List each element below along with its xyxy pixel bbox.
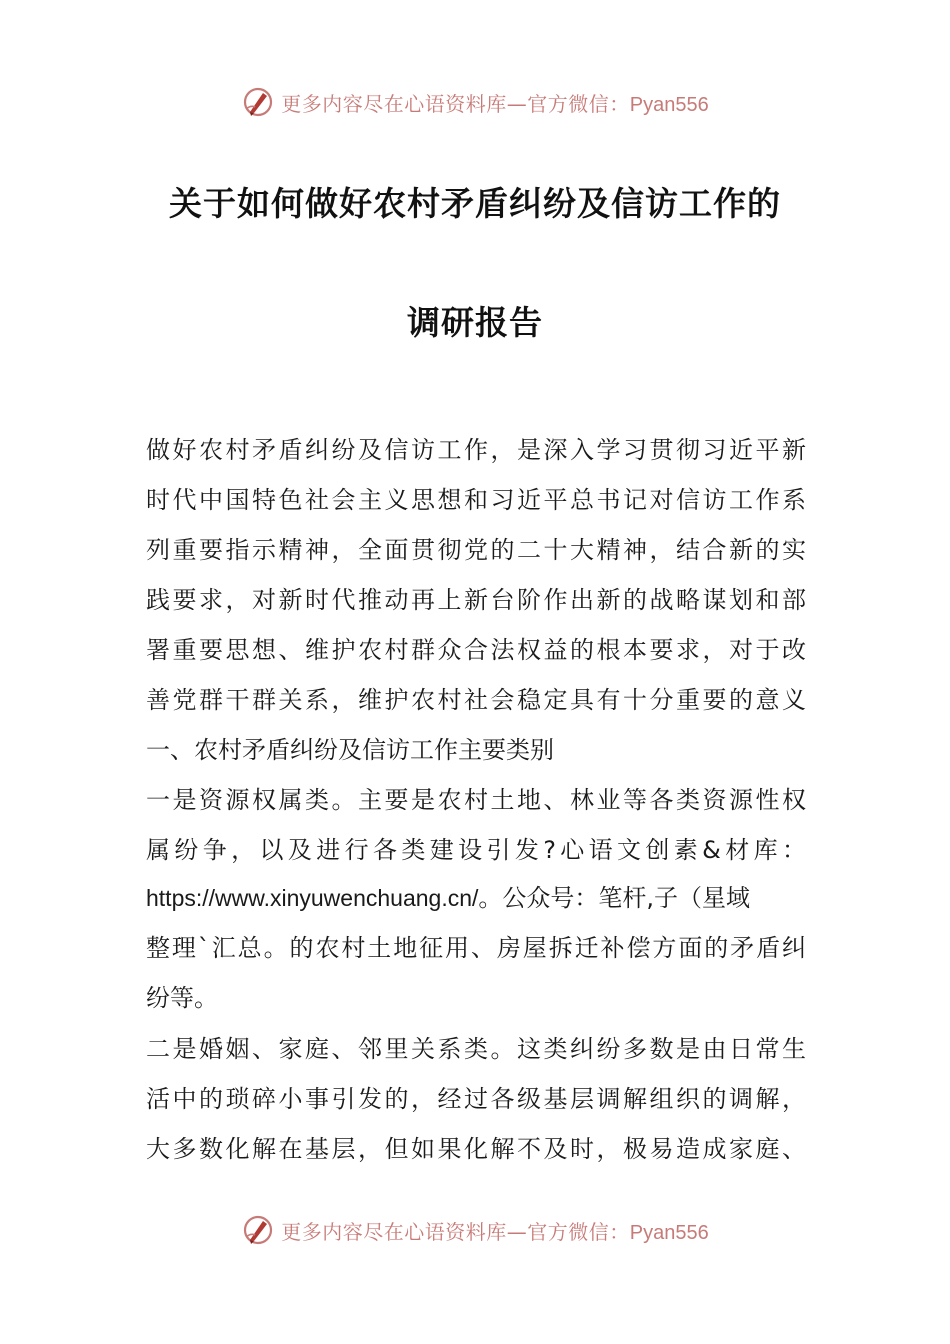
footer-wechat-id: Pyan556	[629, 1221, 709, 1244]
header-banner-text: 更多内容尽在心语资料库—官方微信：Pyan556	[281, 91, 709, 116]
document-title-line-1: 关于如何做好农村矛盾纠纷及信访工作的	[169, 184, 781, 223]
body-line: 二是婚姻、家庭、邻里关系类。这类纠纷多数是由日常生	[146, 1035, 806, 1063]
body-line: 善党群干群关系，维护农村社会稳定具有十分重要的意义	[146, 686, 806, 714]
body-line: 署重要思想、维护农村群众合法权益的根本要求，对于改	[146, 636, 806, 664]
body-line: 践要求，对新时代推动再上新台阶作出新的战略谋划和部	[146, 586, 806, 614]
body-line: 属纷争，以及进行各类建设引发?心语文创素&材库：	[146, 836, 806, 864]
body-line: 整理`汇总。的农村土地征用、房屋拆迁补偿方面的矛盾纠	[146, 934, 806, 962]
body-line: 纷等。	[146, 984, 218, 1012]
section-heading: 一、农村矛盾纠纷及信访工作主要类别	[146, 736, 554, 764]
body-line: 一是资源权属类。主要是农村土地、林业等各类资源性权	[146, 786, 806, 814]
source-url: https://www.xinyuwenchuang.cn/	[146, 885, 479, 911]
body-line: 做好农村矛盾纠纷及信访工作，是深入学习贯彻习近平新	[146, 436, 806, 464]
body-line-with-url: https://www.xinyuwenchuang.cn/。公众号：笔杆,子（星域	[146, 884, 751, 912]
document-title-line-2: 调研报告	[407, 303, 543, 342]
body-line: 大多数化解在基层，但如果化解不及时，极易造成家庭、	[146, 1135, 806, 1163]
footer-banner-text: 更多内容尽在心语资料库—官方微信：Pyan556	[281, 1219, 709, 1244]
header-banner	[0, 80, 950, 124]
body-line: 时代中国特色社会主义思想和习近平总书记对信访工作系	[146, 486, 806, 514]
header-wechat-id: Pyan556	[629, 93, 709, 116]
quill-pen-logo-icon	[241, 1213, 275, 1247]
footer-banner	[0, 1208, 950, 1252]
quill-pen-logo-icon	[241, 85, 275, 119]
body-line: 活中的琐碎小事引发的，经过各级基层调解组织的调解，	[146, 1085, 806, 1113]
body-line: 列重要指示精神，全面贯彻党的二十大精神，结合新的实	[146, 536, 806, 564]
